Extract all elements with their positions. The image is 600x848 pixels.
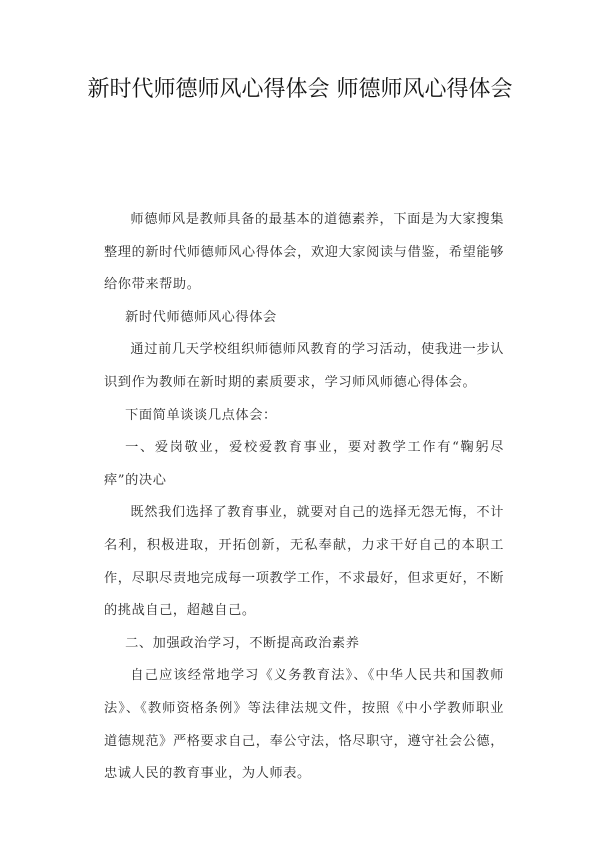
section-heading: 新时代师德师风心得体会 [125, 309, 277, 325]
body-paragraph: 自己应该经常地学习《义务教育法》、《中华人民共和国教师法》、《教师资格条例》等法律法规文件，按照《中小学教师职业道德规范》严格要求自己，奉公守法，恪尽职守，遵守社会公德，忠诚人民的教育事业，为人师表。 [104, 668, 504, 782]
body-paragraph: 通过前几天学校组织师德师风教育的学习活动，使我进一步认识到作为教师在新时期的素质要求，学习师风师德心得体会。 [104, 342, 504, 390]
point-heading-1: 一、爱岗敬业，爱校爱教育事业，要对教学工作有“鞠躬尽瘁”的决心 [104, 440, 504, 488]
document-title: 新时代师德师风心得体会 师德师风心得体会 [87, 77, 513, 102]
body-paragraph: 下面简单谈谈几点体会： [125, 407, 277, 423]
document-body [104, 204, 504, 791]
point-heading-2: 二、加强政治学习，不断提高政治素养 [125, 635, 360, 651]
body-paragraph: 既然我们选择了教育事业，就要对自己的选择无怨无悔，不计名利，积极进取，开拓创新，无私奉献，力求干好自己的本职工作，尽职尽责地完成每一项教学工作，不求最好，但求更好，不断的挑战自己，超越自己。 [104, 505, 504, 619]
intro-paragraph: 师德师风是教师具备的最基本的道德素养，下面是为大家搜集整理的新时代师德师风心得体会，欢迎大家阅读与借鉴，希望能够给你带来帮助。 [104, 212, 504, 293]
